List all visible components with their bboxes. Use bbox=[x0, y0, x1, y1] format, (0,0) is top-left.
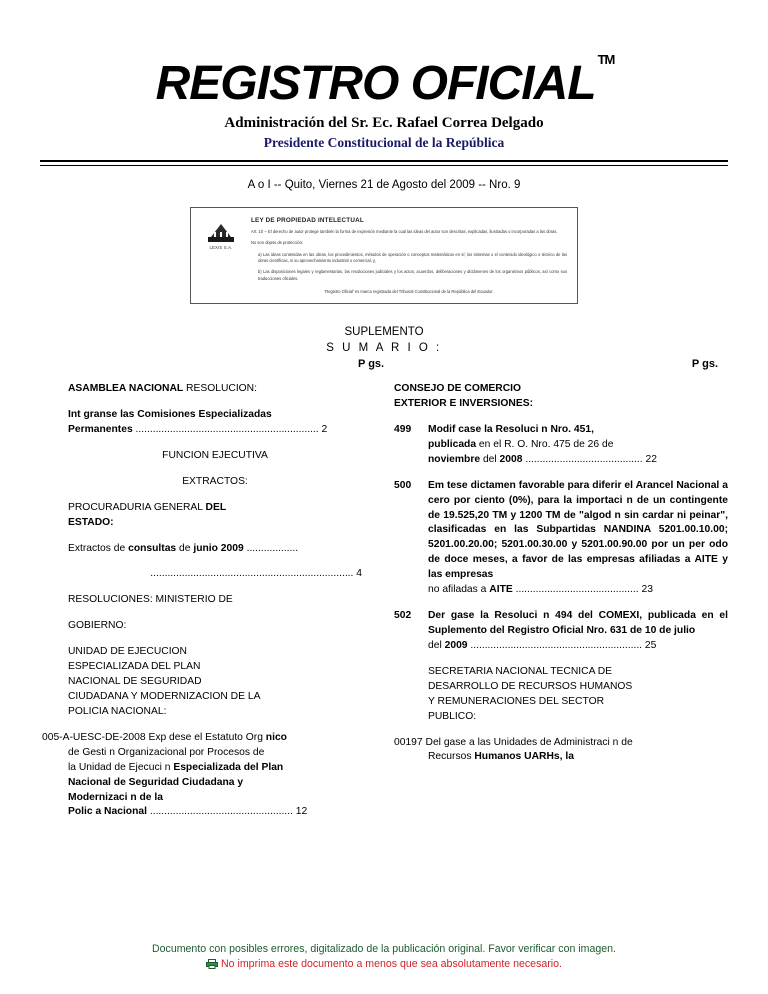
asamblea-heading-rest: RESOLUCION: bbox=[183, 383, 257, 395]
unidad-l5: POLICIA NACIONAL: bbox=[68, 705, 167, 717]
notice-paragraph-lead: No son objeto de protección: bbox=[251, 240, 304, 246]
entry-502-tail-normal: del bbox=[428, 639, 445, 651]
entry-00197-t3: Humanos UARHs, la bbox=[474, 751, 574, 763]
entry-extractos-dots2: ....................................................................... 4 bbox=[150, 568, 362, 580]
entry-comisiones-line2: Permanentes bbox=[68, 423, 133, 435]
entry-estatuto-t8: Polic a Nacional bbox=[68, 806, 147, 818]
entry-resolucion-499[interactable] bbox=[394, 423, 728, 468]
entry-extractos-dots-line bbox=[68, 567, 362, 582]
unidad-l4: CIUDADANA Y MODERNIZACION DE LA bbox=[68, 690, 261, 702]
supplement-label: SUPLEMENTO bbox=[344, 326, 424, 339]
entry-extractos-d: junio 2009 bbox=[193, 542, 244, 554]
entry-estatuto-num: 005-A-UESC-DE-2008 bbox=[42, 731, 146, 743]
entry-comisiones-dots: ................................................................ 2 bbox=[132, 423, 328, 435]
entry-extractos-a: Extractos de bbox=[68, 542, 129, 554]
procuraduria-heading-l1b: DEL bbox=[205, 501, 227, 513]
entry-resolucion-502[interactable] bbox=[394, 609, 728, 654]
entry-502-body bbox=[428, 609, 728, 654]
entry-00197-t2: Recursos bbox=[428, 751, 475, 763]
entry-estatuto-t2: nico bbox=[265, 731, 287, 743]
sumario-heading: S U M A R I O : bbox=[326, 342, 442, 355]
entry-499-body bbox=[428, 423, 728, 468]
entry-delegacion-00197[interactable] bbox=[394, 736, 728, 766]
extractos-heading: EXTRACTOS: bbox=[182, 475, 248, 487]
entry-comisiones-especializadas[interactable] bbox=[68, 408, 362, 438]
lexis-logo-caption: LEXIS S.A. bbox=[209, 245, 233, 250]
entry-extractos-c: de bbox=[176, 542, 194, 554]
masthead-divider bbox=[40, 160, 728, 166]
president-line: Presidente Constitucional de la República bbox=[263, 135, 505, 150]
asamblea-heading-bold: ASAMBLEA NACIONAL bbox=[68, 383, 184, 395]
sumario-left-column bbox=[40, 382, 362, 831]
notice-body bbox=[251, 217, 567, 294]
entry-499-bold3: noviembre bbox=[428, 453, 481, 465]
sumario-columns bbox=[40, 382, 728, 831]
entry-estatuto-t3: de Gesti n Organizacional por Procesos de bbox=[68, 746, 265, 758]
secretaria-l1: SECRETARIA NACIONAL TECNICA DE bbox=[428, 665, 613, 677]
entry-00197-number: 00197 bbox=[394, 736, 423, 748]
entry-499-number: 499 bbox=[394, 423, 412, 435]
unidad-l1: UNIDAD DE EJECUCION bbox=[68, 646, 187, 658]
entry-extractos-e: .................. bbox=[243, 542, 299, 554]
lexis-logo-icon bbox=[208, 223, 234, 243]
notice-title: LEY DE PROPIEDAD INTELECTUAL bbox=[251, 217, 364, 224]
entry-extractos-b: consultas bbox=[128, 542, 177, 554]
secretaria-l4: PUBLICO: bbox=[428, 710, 477, 722]
entry-estatuto-dots: .................................................. 12 bbox=[146, 806, 308, 818]
notice-paragraph-b: b) Las disposiciones legales y reglamentarias, las resoluciones judiciales y los actos, acuerdos, deliberaciones y dictámenes de los organismos públicos, así como sus traducciones oficiales. bbox=[258, 269, 567, 281]
entry-499-bold2: publicada bbox=[428, 438, 477, 450]
entry-estatuto-t6: Nacional de Seguridad Ciudadana y bbox=[68, 776, 244, 788]
comercio-l1: CONSEJO DE COMERCIO bbox=[394, 383, 522, 395]
administration-line: Administración del Sr. Ec. Rafael Correa Delgado bbox=[224, 115, 544, 131]
entry-502-tail-bold: 2009 bbox=[444, 639, 468, 651]
procuraduria-heading bbox=[68, 501, 362, 531]
asamblea-heading bbox=[68, 382, 362, 397]
procuraduria-heading-l2: ESTADO: bbox=[68, 516, 114, 528]
pages-header-row bbox=[40, 358, 728, 374]
intellectual-property-notice bbox=[190, 207, 578, 304]
trademark-mark: TM bbox=[597, 52, 615, 67]
sumario-right-column bbox=[362, 382, 728, 831]
procuraduria-heading-l1a: PROCURADURIA GENERAL bbox=[68, 501, 206, 513]
comercio-l2: EXTERIOR E INVERSIONES: bbox=[394, 397, 534, 409]
entry-502-text: Der gase la Resoluci n 494 del COMEXI, publicada en el Suplemento del Registro Oficial Nro. 631 de 10 de julio bbox=[428, 610, 728, 636]
gobierno-heading: GOBIERNO: bbox=[68, 620, 127, 632]
footer-print-warning bbox=[0, 958, 768, 972]
entry-500-number: 500 bbox=[394, 479, 412, 491]
entry-499-normal2: del bbox=[480, 453, 500, 465]
footer-print-warning-text: No imprima este documento a menos que sea absolutamente necesario. bbox=[221, 958, 562, 970]
entry-resolucion-500[interactable] bbox=[394, 479, 728, 598]
comercio-exterior-heading bbox=[394, 382, 728, 412]
entry-estatuto-t1: Exp dese el Estatuto Org bbox=[145, 731, 266, 743]
entry-estatuto-t5: Especializada del Plan bbox=[173, 761, 284, 773]
entry-estatuto-t7: Modernizaci n de la bbox=[68, 791, 163, 803]
entry-500-tail-normal: no afiladas a bbox=[428, 584, 490, 596]
unidad-l3: NACIONAL DE SEGURIDAD bbox=[68, 676, 202, 688]
masthead bbox=[40, 0, 728, 191]
entry-500-body bbox=[428, 479, 728, 598]
secretaria-nacional-heading bbox=[428, 665, 728, 725]
funcion-ejecutiva-heading: FUNCION EJECUTIVA bbox=[162, 449, 268, 461]
entry-extractos-consultas[interactable] bbox=[68, 542, 362, 557]
entry-502-dots: ............................................................ 25 bbox=[467, 639, 657, 651]
entry-500-dots: ........................................... 23 bbox=[512, 584, 653, 596]
unidad-l2: ESPECIALIZADA DEL PLAN bbox=[68, 661, 201, 673]
issue-line: A o I -- Quito, Viernes 21 de Agosto del 2009 -- Nro. 9 bbox=[247, 179, 521, 191]
entry-estatuto-t4: la Unidad de Ejecuci n bbox=[68, 761, 174, 773]
entry-comisiones-line1: Int granse las Comisiones Especializadas bbox=[68, 408, 272, 420]
unidad-ejecucion-heading bbox=[68, 645, 362, 720]
resoluciones-ministerio-heading: RESOLUCIONES: MINISTERIO DE bbox=[68, 594, 233, 606]
entry-502-number: 502 bbox=[394, 610, 412, 622]
entry-499-normal1: en el R. O. Nro. 475 de 26 de bbox=[476, 438, 614, 450]
entry-499-bold4: 2008 bbox=[499, 453, 523, 465]
entry-500-text: Em tese dictamen favorable para diferir el Arancel Nacional a cero por ciento (0%), para la importaci n de un contingente de 19.525,20 TM y 1200 TM de "algod n sin cardar ni peinar", clasificadas en las Subpartidas NANDINA 5201.00.10.00; 5201.00.20.00; 5201.00.30.00 y 5201.00.90.00 por un per odo de doce meses, a favor de las empresas afiliadas a AITE y las empresas bbox=[428, 479, 728, 581]
entry-estatuto-organico[interactable] bbox=[42, 731, 362, 821]
notice-paragraph-a: a) Las ideas contenidas en las obras, los procedimientos, métodos de operación o conceptos matemáticos en sí; los sistemas o el contenido ideológico o técnico de las obras científicas, ni su aprovechamiento industrial o comercial, y, bbox=[258, 251, 567, 264]
entry-499-bold1: Modif case la Resoluci n Nro. 451, bbox=[428, 423, 594, 435]
lexis-logo bbox=[199, 217, 243, 294]
pages-label-right: P gs. bbox=[691, 358, 718, 371]
notice-paragraph-art10: Art. 10 -- El derecho de autor protege también la forma de expresión mediante la cual las ideas del autor son descritas, explicadas, ilustradas o incorporadas a las obras. bbox=[251, 229, 558, 234]
page-footer bbox=[0, 943, 768, 972]
entry-00197-t1: Del gase a las Unidades de Administraci n de bbox=[422, 736, 633, 748]
printer-icon bbox=[206, 959, 218, 972]
publication-title bbox=[155, 52, 615, 110]
entry-500-tail-bold: AITE bbox=[489, 584, 513, 596]
entry-499-dots: ......................................... 22 bbox=[522, 453, 657, 465]
publication-title-text: REGISTRO OFICIAL bbox=[155, 57, 596, 110]
secretaria-l3: Y REMUNERACIONES DEL SECTOR bbox=[428, 695, 605, 707]
footer-disclaimer: Documento con posibles errores, digitalizado de la publicación original. Favor verificar con imagen. bbox=[151, 943, 616, 955]
notice-footer: 'Registro Oficial' es marca registrada del Tribunal Constitucional de la República del Ecuador. bbox=[324, 289, 494, 295]
secretaria-l2: DESARROLLO DE RECURSOS HUMANOS bbox=[428, 680, 633, 692]
pages-label-left: P gs. bbox=[358, 358, 385, 371]
